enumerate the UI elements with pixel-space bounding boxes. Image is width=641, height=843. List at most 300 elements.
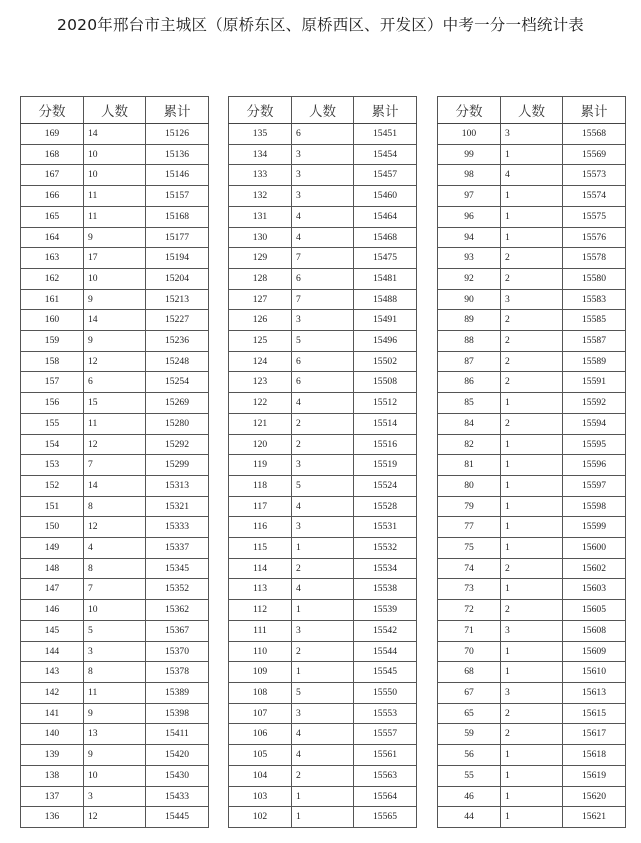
cumulative-cell: 15378 xyxy=(146,662,209,683)
count-cell: 4 xyxy=(292,227,354,248)
table-row xyxy=(21,724,209,745)
table-row xyxy=(21,703,209,724)
table-header-row xyxy=(21,97,209,124)
score-cell: 141 xyxy=(21,703,84,724)
count-cell: 2 xyxy=(501,703,563,724)
count-cell: 12 xyxy=(84,807,146,828)
count-cell: 7 xyxy=(84,579,146,600)
count-cell: 1 xyxy=(501,517,563,538)
score-cell: 74 xyxy=(438,558,501,579)
score-cell: 117 xyxy=(229,496,292,517)
table-row xyxy=(21,641,209,662)
table-row xyxy=(21,538,209,559)
table-row xyxy=(438,765,626,786)
count-cell: 1 xyxy=(501,786,563,807)
cumulative-cell: 15213 xyxy=(146,289,209,310)
table-row xyxy=(438,289,626,310)
table-row xyxy=(229,393,417,414)
table-row xyxy=(229,248,417,269)
count-cell: 3 xyxy=(292,310,354,331)
score-cell: 72 xyxy=(438,600,501,621)
table-row xyxy=(438,206,626,227)
score-cell: 153 xyxy=(21,455,84,476)
count-cell: 1 xyxy=(501,455,563,476)
table-row xyxy=(229,496,417,517)
cumulative-cell: 15292 xyxy=(146,434,209,455)
cumulative-cell: 15538 xyxy=(354,579,417,600)
score-cell: 132 xyxy=(229,186,292,207)
table-row xyxy=(229,600,417,621)
cumulative-cell: 15136 xyxy=(146,144,209,165)
count-cell: 5 xyxy=(84,620,146,641)
cumulative-cell: 15620 xyxy=(563,786,626,807)
cumulative-cell: 15602 xyxy=(563,558,626,579)
table-row xyxy=(438,496,626,517)
header-count: 人数 xyxy=(292,97,354,124)
table-row xyxy=(229,186,417,207)
count-cell: 2 xyxy=(501,351,563,372)
count-cell: 9 xyxy=(84,227,146,248)
table-row xyxy=(21,579,209,600)
score-cell: 102 xyxy=(229,807,292,828)
count-cell: 1 xyxy=(501,227,563,248)
table-row xyxy=(438,745,626,766)
table-header-row xyxy=(229,97,417,124)
table-header-row xyxy=(438,97,626,124)
cumulative-cell: 15603 xyxy=(563,579,626,600)
cumulative-cell: 15587 xyxy=(563,331,626,352)
cumulative-cell: 15534 xyxy=(354,558,417,579)
score-cell: 71 xyxy=(438,620,501,641)
cumulative-cell: 15370 xyxy=(146,641,209,662)
score-cell: 133 xyxy=(229,165,292,186)
score-cell: 94 xyxy=(438,227,501,248)
header-cumulative: 累计 xyxy=(563,97,626,124)
count-cell: 9 xyxy=(84,331,146,352)
count-cell: 10 xyxy=(84,165,146,186)
count-cell: 12 xyxy=(84,517,146,538)
count-cell: 3 xyxy=(501,289,563,310)
cumulative-cell: 15573 xyxy=(563,165,626,186)
cumulative-cell: 15580 xyxy=(563,268,626,289)
count-cell: 9 xyxy=(84,289,146,310)
score-cell: 77 xyxy=(438,517,501,538)
score-cell: 68 xyxy=(438,662,501,683)
table-row xyxy=(229,124,417,145)
cumulative-cell: 15481 xyxy=(354,268,417,289)
score-cell: 99 xyxy=(438,144,501,165)
table-row xyxy=(21,434,209,455)
score-cell: 128 xyxy=(229,268,292,289)
score-cell: 46 xyxy=(438,786,501,807)
count-cell: 1 xyxy=(501,538,563,559)
count-cell: 10 xyxy=(84,268,146,289)
table-row xyxy=(438,144,626,165)
score-cell: 167 xyxy=(21,165,84,186)
table-row xyxy=(21,455,209,476)
count-cell: 3 xyxy=(501,124,563,145)
score-cell: 159 xyxy=(21,331,84,352)
score-cell: 107 xyxy=(229,703,292,724)
table-row xyxy=(229,786,417,807)
score-cell: 160 xyxy=(21,310,84,331)
cumulative-cell: 15496 xyxy=(354,331,417,352)
count-cell: 1 xyxy=(501,745,563,766)
table-row xyxy=(438,703,626,724)
table-row xyxy=(229,538,417,559)
count-cell: 9 xyxy=(84,703,146,724)
score-cell: 116 xyxy=(229,517,292,538)
score-cell: 149 xyxy=(21,538,84,559)
score-cell: 93 xyxy=(438,248,501,269)
cumulative-cell: 15204 xyxy=(146,268,209,289)
count-cell: 8 xyxy=(84,662,146,683)
count-cell: 2 xyxy=(501,558,563,579)
count-cell: 1 xyxy=(501,206,563,227)
table-row xyxy=(21,496,209,517)
table-row xyxy=(438,351,626,372)
cumulative-cell: 15519 xyxy=(354,455,417,476)
count-cell: 1 xyxy=(501,807,563,828)
cumulative-cell: 15575 xyxy=(563,206,626,227)
score-cell: 79 xyxy=(438,496,501,517)
cumulative-cell: 15516 xyxy=(354,434,417,455)
cumulative-cell: 15553 xyxy=(354,703,417,724)
score-cell: 73 xyxy=(438,579,501,600)
table-row xyxy=(21,682,209,703)
cumulative-cell: 15565 xyxy=(354,807,417,828)
cumulative-cell: 15269 xyxy=(146,393,209,414)
score-cell: 80 xyxy=(438,475,501,496)
cumulative-cell: 15591 xyxy=(563,372,626,393)
score-cell: 161 xyxy=(21,289,84,310)
cumulative-cell: 15451 xyxy=(354,124,417,145)
score-cell: 123 xyxy=(229,372,292,393)
count-cell: 4 xyxy=(292,745,354,766)
score-cell: 118 xyxy=(229,475,292,496)
count-cell: 6 xyxy=(292,124,354,145)
cumulative-cell: 15345 xyxy=(146,558,209,579)
score-cell: 89 xyxy=(438,310,501,331)
score-cell: 87 xyxy=(438,351,501,372)
table-row xyxy=(438,331,626,352)
count-cell: 2 xyxy=(501,724,563,745)
score-cell: 142 xyxy=(21,682,84,703)
score-cell: 115 xyxy=(229,538,292,559)
cumulative-cell: 15561 xyxy=(354,745,417,766)
cumulative-cell: 15454 xyxy=(354,144,417,165)
cumulative-cell: 15299 xyxy=(146,455,209,476)
cumulative-cell: 15491 xyxy=(354,310,417,331)
table-row xyxy=(229,475,417,496)
header-score: 分数 xyxy=(21,97,84,124)
table-row xyxy=(229,144,417,165)
cumulative-cell: 15514 xyxy=(354,413,417,434)
cumulative-cell: 15321 xyxy=(146,496,209,517)
score-cell: 59 xyxy=(438,724,501,745)
score-cell: 104 xyxy=(229,765,292,786)
count-cell: 2 xyxy=(292,413,354,434)
table-row xyxy=(21,227,209,248)
score-cell: 158 xyxy=(21,351,84,372)
count-cell: 4 xyxy=(292,724,354,745)
count-cell: 2 xyxy=(501,600,563,621)
cumulative-cell: 15608 xyxy=(563,620,626,641)
count-cell: 1 xyxy=(501,144,563,165)
score-cell: 70 xyxy=(438,641,501,662)
cumulative-cell: 15254 xyxy=(146,372,209,393)
score-cell: 112 xyxy=(229,600,292,621)
header-score: 分数 xyxy=(229,97,292,124)
table-row xyxy=(229,268,417,289)
header-cumulative: 累计 xyxy=(146,97,209,124)
score-cell: 75 xyxy=(438,538,501,559)
score-cell: 147 xyxy=(21,579,84,600)
cumulative-cell: 15542 xyxy=(354,620,417,641)
cumulative-cell: 15362 xyxy=(146,600,209,621)
count-cell: 14 xyxy=(84,310,146,331)
table-row xyxy=(438,786,626,807)
cumulative-cell: 15433 xyxy=(146,786,209,807)
count-cell: 1 xyxy=(501,393,563,414)
table-row xyxy=(438,227,626,248)
cumulative-cell: 15457 xyxy=(354,165,417,186)
count-cell: 7 xyxy=(84,455,146,476)
cumulative-cell: 15598 xyxy=(563,496,626,517)
table-row xyxy=(438,455,626,476)
score-cell: 143 xyxy=(21,662,84,683)
table-row xyxy=(438,517,626,538)
count-cell: 1 xyxy=(501,496,563,517)
score-cell: 152 xyxy=(21,475,84,496)
table-row xyxy=(21,413,209,434)
count-cell: 10 xyxy=(84,144,146,165)
table-row xyxy=(438,682,626,703)
score-cell: 138 xyxy=(21,765,84,786)
table-row xyxy=(21,600,209,621)
table-row xyxy=(229,558,417,579)
score-cell: 113 xyxy=(229,579,292,600)
cumulative-cell: 15597 xyxy=(563,475,626,496)
cumulative-cell: 15618 xyxy=(563,745,626,766)
score-cell: 127 xyxy=(229,289,292,310)
score-cell: 109 xyxy=(229,662,292,683)
cumulative-cell: 15600 xyxy=(563,538,626,559)
cumulative-cell: 15168 xyxy=(146,206,209,227)
count-cell: 3 xyxy=(84,641,146,662)
cumulative-cell: 15609 xyxy=(563,641,626,662)
table-row xyxy=(438,393,626,414)
score-cell: 155 xyxy=(21,413,84,434)
score-cell: 100 xyxy=(438,124,501,145)
count-cell: 9 xyxy=(84,745,146,766)
cumulative-cell: 15599 xyxy=(563,517,626,538)
table-row xyxy=(438,124,626,145)
cumulative-cell: 15502 xyxy=(354,351,417,372)
count-cell: 2 xyxy=(501,248,563,269)
score-cell: 97 xyxy=(438,186,501,207)
count-cell: 1 xyxy=(292,538,354,559)
score-cell: 154 xyxy=(21,434,84,455)
count-cell: 2 xyxy=(292,558,354,579)
cumulative-cell: 15488 xyxy=(354,289,417,310)
score-cell: 125 xyxy=(229,331,292,352)
count-cell: 3 xyxy=(292,703,354,724)
table-row xyxy=(21,745,209,766)
cumulative-cell: 15464 xyxy=(354,206,417,227)
table-row xyxy=(438,413,626,434)
count-cell: 10 xyxy=(84,765,146,786)
count-cell: 15 xyxy=(84,393,146,414)
cumulative-cell: 15569 xyxy=(563,144,626,165)
count-cell: 2 xyxy=(501,372,563,393)
cumulative-cell: 15460 xyxy=(354,186,417,207)
table-row xyxy=(21,517,209,538)
score-cell: 156 xyxy=(21,393,84,414)
count-cell: 1 xyxy=(292,786,354,807)
cumulative-cell: 15337 xyxy=(146,538,209,559)
score-cell: 119 xyxy=(229,455,292,476)
count-cell: 1 xyxy=(501,765,563,786)
count-cell: 10 xyxy=(84,600,146,621)
table-row xyxy=(438,475,626,496)
score-cell: 150 xyxy=(21,517,84,538)
cumulative-cell: 15568 xyxy=(563,124,626,145)
table-row xyxy=(229,662,417,683)
table-row xyxy=(229,434,417,455)
score-cell: 55 xyxy=(438,765,501,786)
table-row xyxy=(229,517,417,538)
table-row xyxy=(21,372,209,393)
count-cell: 1 xyxy=(292,662,354,683)
cumulative-cell: 15248 xyxy=(146,351,209,372)
table-row xyxy=(21,165,209,186)
count-cell: 5 xyxy=(292,682,354,703)
cumulative-cell: 15610 xyxy=(563,662,626,683)
cumulative-cell: 15615 xyxy=(563,703,626,724)
count-cell: 8 xyxy=(84,558,146,579)
count-cell: 2 xyxy=(292,434,354,455)
table-row xyxy=(438,641,626,662)
count-cell: 1 xyxy=(292,807,354,828)
cumulative-cell: 15352 xyxy=(146,579,209,600)
score-cell: 162 xyxy=(21,268,84,289)
table-row xyxy=(21,186,209,207)
cumulative-cell: 15420 xyxy=(146,745,209,766)
count-cell: 3 xyxy=(501,682,563,703)
cumulative-cell: 15539 xyxy=(354,600,417,621)
score-cell: 131 xyxy=(229,206,292,227)
score-cell: 130 xyxy=(229,227,292,248)
count-cell: 2 xyxy=(501,331,563,352)
score-cell: 163 xyxy=(21,248,84,269)
count-cell: 1 xyxy=(501,434,563,455)
table-row xyxy=(21,144,209,165)
score-cell: 85 xyxy=(438,393,501,414)
table-row xyxy=(229,227,417,248)
count-cell: 17 xyxy=(84,248,146,269)
count-cell: 1 xyxy=(501,186,563,207)
table-row xyxy=(438,268,626,289)
cumulative-cell: 15532 xyxy=(354,538,417,559)
score-cell: 86 xyxy=(438,372,501,393)
score-table-middle xyxy=(228,96,417,828)
count-cell: 1 xyxy=(501,662,563,683)
score-cell: 105 xyxy=(229,745,292,766)
score-cell: 90 xyxy=(438,289,501,310)
cumulative-cell: 15528 xyxy=(354,496,417,517)
count-cell: 3 xyxy=(292,186,354,207)
table-row xyxy=(21,289,209,310)
table-row xyxy=(438,807,626,828)
cumulative-cell: 15594 xyxy=(563,413,626,434)
score-cell: 166 xyxy=(21,186,84,207)
cumulative-cell: 15596 xyxy=(563,455,626,476)
cumulative-cell: 15194 xyxy=(146,248,209,269)
cumulative-cell: 15564 xyxy=(354,786,417,807)
score-table-left xyxy=(20,96,209,828)
cumulative-cell: 15411 xyxy=(146,724,209,745)
cumulative-cell: 15126 xyxy=(146,124,209,145)
cumulative-cell: 15605 xyxy=(563,600,626,621)
count-cell: 2 xyxy=(501,268,563,289)
cumulative-cell: 15280 xyxy=(146,413,209,434)
score-cell: 67 xyxy=(438,682,501,703)
count-cell: 2 xyxy=(292,641,354,662)
cumulative-cell: 15544 xyxy=(354,641,417,662)
count-cell: 12 xyxy=(84,351,146,372)
count-cell: 3 xyxy=(501,620,563,641)
table-row xyxy=(21,807,209,828)
table-row xyxy=(229,206,417,227)
score-cell: 140 xyxy=(21,724,84,745)
table-row xyxy=(229,703,417,724)
table-row xyxy=(21,351,209,372)
count-cell: 4 xyxy=(84,538,146,559)
score-cell: 81 xyxy=(438,455,501,476)
count-cell: 13 xyxy=(84,724,146,745)
score-cell: 92 xyxy=(438,268,501,289)
count-cell: 6 xyxy=(292,351,354,372)
score-cell: 165 xyxy=(21,206,84,227)
score-cell: 126 xyxy=(229,310,292,331)
table-row xyxy=(21,662,209,683)
count-cell: 3 xyxy=(292,165,354,186)
score-cell: 106 xyxy=(229,724,292,745)
score-cell: 65 xyxy=(438,703,501,724)
cumulative-cell: 15595 xyxy=(563,434,626,455)
page-title: 2020年邢台市主城区（原桥东区、原桥西区、开发区）中考一分一档统计表 xyxy=(57,16,584,34)
count-cell: 1 xyxy=(501,641,563,662)
score-cell: 129 xyxy=(229,248,292,269)
table-row xyxy=(229,745,417,766)
score-cell: 84 xyxy=(438,413,501,434)
score-cell: 124 xyxy=(229,351,292,372)
table-row xyxy=(229,579,417,600)
table-row xyxy=(21,310,209,331)
cumulative-cell: 15430 xyxy=(146,765,209,786)
count-cell: 3 xyxy=(292,620,354,641)
count-cell: 2 xyxy=(292,765,354,786)
score-cell: 164 xyxy=(21,227,84,248)
count-cell: 3 xyxy=(84,786,146,807)
cumulative-cell: 15508 xyxy=(354,372,417,393)
header-cumulative: 累计 xyxy=(354,97,417,124)
table-row xyxy=(21,331,209,352)
table-row xyxy=(229,331,417,352)
table-row xyxy=(438,620,626,641)
count-cell: 7 xyxy=(292,248,354,269)
